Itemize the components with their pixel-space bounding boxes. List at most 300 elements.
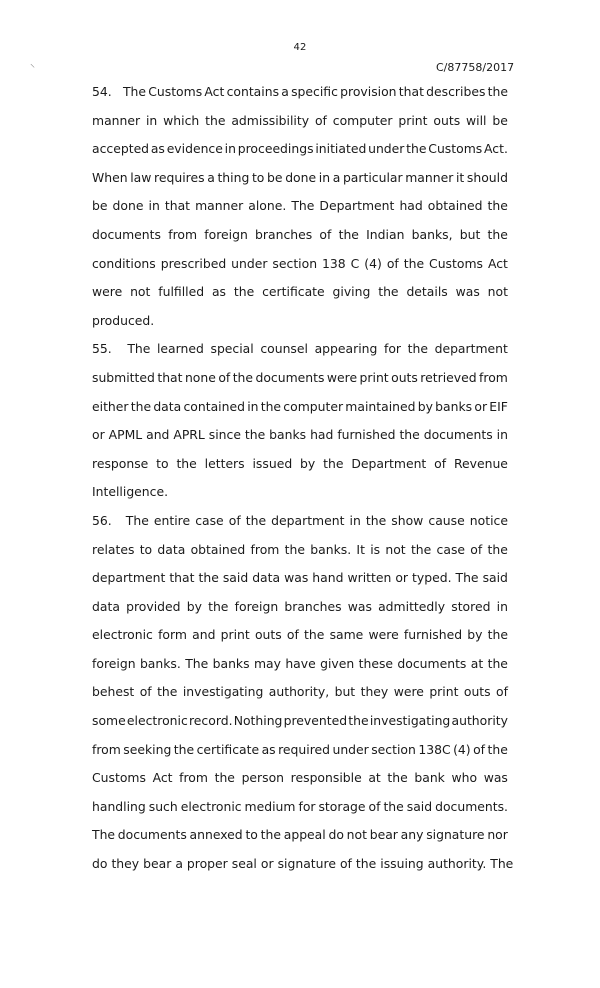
word: the [157, 684, 178, 700]
word: outs [433, 112, 461, 128]
word: of [139, 684, 152, 700]
word: from [179, 770, 208, 786]
word: Department [319, 198, 395, 214]
word: Department [351, 455, 427, 471]
word: documents [117, 827, 187, 843]
word: contained [183, 398, 245, 414]
word: data [157, 541, 186, 557]
word: but [459, 226, 481, 242]
word: will [466, 112, 487, 128]
word: admissibility [231, 112, 310, 128]
word: and [146, 427, 170, 443]
paragraph-55-line [92, 478, 508, 507]
word: some [92, 713, 126, 729]
word: the [176, 455, 197, 471]
word: since [208, 427, 241, 443]
paragraph-54-line [92, 278, 508, 307]
word: by [467, 627, 483, 643]
word: outs [391, 369, 418, 385]
paragraph-56-line [92, 707, 508, 736]
word: foreign [204, 226, 248, 242]
word: law [130, 169, 152, 185]
word: that [157, 369, 183, 385]
word: seal [231, 856, 257, 872]
word: is [370, 541, 381, 557]
word: electronic [126, 713, 188, 729]
word: under [231, 255, 268, 271]
word: certificate [262, 284, 325, 300]
word: they [360, 684, 389, 700]
word: banks. [310, 541, 352, 557]
paragraph-number: 56. [92, 512, 112, 528]
word: the [378, 284, 399, 300]
word: When [92, 169, 128, 185]
paragraph-54-line [92, 78, 508, 107]
word: were [393, 684, 424, 700]
word: Customs [92, 770, 146, 786]
word: the [244, 427, 266, 443]
word: print [429, 684, 459, 700]
word: counsel [260, 341, 308, 357]
word: of [434, 455, 447, 471]
word: nor [487, 827, 508, 843]
word: not [385, 541, 406, 557]
word: certificate [196, 741, 260, 757]
word: the [304, 627, 325, 643]
word: of [473, 741, 486, 757]
word: the [383, 798, 404, 814]
word: The [185, 655, 209, 671]
word: had [310, 427, 334, 443]
word: case [436, 541, 466, 557]
word: to [139, 541, 153, 557]
word: Act [487, 255, 508, 271]
word: not [487, 284, 508, 300]
word: a [281, 84, 289, 99]
word: relates [92, 541, 135, 557]
word: the [205, 112, 226, 128]
word: investigating [369, 713, 451, 729]
word: for [298, 798, 316, 814]
word: authority. [427, 856, 487, 872]
word: appeal [283, 827, 326, 843]
paragraph-56-line [92, 593, 508, 622]
word: provision [340, 84, 397, 99]
word: Intelligence. [92, 484, 169, 500]
word: in [224, 141, 236, 157]
word: submitted [92, 369, 155, 385]
word: a [175, 856, 183, 872]
document-body [92, 78, 514, 879]
word: banks. [139, 655, 181, 671]
word: the [407, 341, 428, 357]
word: Customs [428, 141, 483, 157]
paragraph-54-line [92, 164, 508, 193]
word: computer [283, 398, 344, 414]
word: the [198, 570, 219, 586]
word: branches [255, 226, 313, 242]
word: the [260, 827, 281, 843]
word: conditions [92, 255, 156, 271]
word: branches [284, 598, 342, 614]
word: in [318, 169, 331, 185]
word: from [479, 369, 508, 385]
word: annexed [189, 827, 243, 843]
word: furnished [337, 427, 396, 443]
word: in [145, 112, 158, 128]
word: the [245, 512, 267, 528]
paragraph-number: 54. [92, 84, 112, 99]
word: that [398, 84, 424, 99]
word: The [122, 84, 146, 99]
word: medium [244, 798, 296, 814]
word: of [218, 369, 231, 385]
word: accepted [92, 141, 150, 157]
word: alone. [248, 198, 287, 214]
word: the [487, 198, 508, 214]
word: storage [318, 798, 366, 814]
word: be [267, 169, 283, 185]
word: manner [92, 112, 141, 128]
word: (4) [453, 741, 471, 757]
word: prevented [283, 713, 348, 729]
word: The [127, 341, 151, 357]
word: the [173, 741, 195, 757]
word: section [371, 741, 416, 757]
word: manner [405, 169, 454, 185]
word: authority [451, 713, 508, 729]
word: It [356, 541, 365, 557]
word: these [358, 655, 394, 671]
paragraph-54-line [92, 250, 508, 279]
word: and [192, 627, 216, 643]
word: do [328, 827, 344, 843]
word: to [245, 827, 258, 843]
word: admittedly [378, 598, 446, 614]
word: print [398, 112, 428, 128]
word: either [92, 398, 129, 414]
word: maintained [345, 398, 416, 414]
word: 138 [322, 255, 346, 271]
word: had [399, 198, 423, 214]
word: the [487, 627, 508, 643]
word: or [260, 856, 274, 872]
word: were [92, 284, 123, 300]
word: thing [217, 169, 250, 185]
word: was [284, 570, 309, 586]
word: it [455, 169, 465, 185]
word: the [487, 541, 508, 557]
word: the [355, 856, 377, 872]
word: foreign [234, 598, 279, 614]
word: stored [451, 598, 491, 614]
paragraph-55-line [92, 393, 508, 422]
word: at [368, 770, 381, 786]
word: The [92, 827, 116, 843]
paragraph-54-line [92, 192, 508, 221]
word: computer [332, 112, 393, 128]
word: documents [397, 655, 467, 671]
paragraph-56-line [92, 536, 508, 565]
word: was [483, 770, 508, 786]
word: of [228, 512, 241, 528]
word: the [399, 427, 420, 443]
word: the [260, 398, 282, 414]
paragraph-54-line [92, 307, 508, 336]
word: under [368, 141, 405, 157]
word: banks [269, 427, 307, 443]
word: none [184, 369, 216, 385]
word: was [455, 284, 480, 300]
word: Act [152, 770, 173, 786]
word: bear [369, 827, 398, 843]
word: from [250, 541, 280, 557]
word: initiated [315, 141, 367, 157]
word: not [130, 284, 151, 300]
word: in [247, 398, 259, 414]
word: describes [426, 84, 486, 99]
word: section [272, 255, 318, 271]
word: in [496, 427, 508, 443]
word: of [386, 255, 399, 271]
word: done [285, 169, 317, 185]
word: at [470, 655, 484, 671]
word: for [383, 341, 402, 357]
word: handling [92, 798, 146, 814]
word: by [186, 598, 202, 614]
paragraph-56-line [92, 678, 508, 707]
word: from [168, 226, 198, 242]
word: of [314, 112, 327, 128]
word: or [474, 398, 488, 414]
word: print [359, 369, 389, 385]
word: form [158, 627, 187, 643]
word: to [251, 169, 265, 185]
word: learned [156, 341, 204, 357]
word: the [233, 284, 255, 300]
word: in [349, 512, 361, 528]
word: the [410, 541, 432, 557]
word: done [112, 198, 144, 214]
word: as [211, 284, 227, 300]
word: letters [204, 455, 245, 471]
word: typed. [412, 570, 452, 586]
word: authority, [268, 684, 330, 700]
word: issued [252, 455, 293, 471]
word: which [163, 112, 200, 128]
word: cause [428, 512, 465, 528]
word: requires [154, 169, 205, 185]
word: proper [186, 856, 228, 872]
word: documents [92, 226, 161, 242]
word: said [222, 570, 249, 586]
word: of [339, 856, 352, 872]
word: banks, [411, 226, 453, 242]
word: be [92, 198, 108, 214]
word: of [496, 684, 508, 700]
word: proceedings [237, 141, 314, 157]
word: the [487, 741, 508, 757]
paragraph-55-line [92, 421, 508, 450]
paragraph-56-line [92, 650, 508, 679]
word: Act. [484, 141, 508, 157]
word: or [395, 570, 409, 586]
word: a [332, 169, 341, 185]
word: were [326, 369, 358, 385]
word: The [291, 198, 315, 214]
word: the [365, 512, 387, 528]
word: the [487, 655, 508, 671]
word: behest [92, 684, 135, 700]
word: the [214, 770, 235, 786]
word: retrieved [420, 369, 477, 385]
word: the [487, 84, 508, 99]
word: who [451, 770, 478, 786]
paragraph-55-line [92, 335, 508, 364]
word: obtained [427, 198, 483, 214]
word: documents [423, 427, 493, 443]
word: manner [195, 198, 244, 214]
word: any [400, 827, 424, 843]
word: data [92, 598, 120, 614]
word: the [338, 226, 359, 242]
word: data [153, 398, 182, 414]
word: signature [277, 856, 336, 872]
word: entire [153, 512, 191, 528]
word: to [156, 455, 169, 471]
word: 138C [418, 741, 451, 757]
word: as [261, 741, 276, 757]
word: the [130, 398, 152, 414]
word: do [92, 856, 108, 872]
paragraph-56-line [92, 821, 508, 850]
word: fulfilled [158, 284, 205, 300]
word: the [403, 255, 425, 271]
word: the [487, 226, 508, 242]
word: said [482, 570, 508, 586]
word: of [470, 541, 483, 557]
word: the [208, 598, 229, 614]
word: required [278, 741, 331, 757]
word: given [320, 655, 355, 671]
paragraph-56-line [92, 793, 508, 822]
word: by [300, 455, 316, 471]
word: department [434, 341, 508, 357]
word: department [92, 570, 166, 586]
word: EIF [489, 398, 508, 414]
word: record. [188, 713, 233, 729]
word: APRL [173, 427, 205, 443]
word: should [466, 169, 508, 185]
word: data [252, 570, 281, 586]
word: case [195, 512, 224, 528]
word: have [285, 655, 316, 671]
word: furnished [403, 627, 463, 643]
word: Revenue [453, 455, 508, 471]
word: the [387, 770, 408, 786]
paragraph-54-line [92, 135, 508, 164]
word: response [92, 455, 149, 471]
word: details [406, 284, 448, 300]
paragraph-56-line [92, 564, 508, 593]
word: Act [204, 84, 225, 99]
word: in [496, 598, 508, 614]
paragraph-54-line [92, 107, 508, 136]
paragraph-56-line [92, 850, 514, 879]
paragraph-56-line [92, 736, 508, 765]
scan-artifact-mark: ⸌ [30, 63, 35, 74]
word: The [490, 856, 514, 872]
word: same [329, 627, 364, 643]
word: The [125, 512, 149, 528]
word: issuing [380, 856, 424, 872]
word: but [334, 684, 356, 700]
word: APML [108, 427, 143, 443]
paragraph-number: 55. [92, 341, 112, 357]
word: bank [414, 770, 445, 786]
word: produced. [92, 312, 155, 328]
word: were [368, 627, 399, 643]
word: appearing [314, 341, 378, 357]
word: the [323, 455, 344, 471]
word: may [253, 655, 281, 671]
word: evidence [166, 141, 223, 157]
word: of [319, 226, 332, 242]
word: under [332, 741, 369, 757]
word: signature [426, 827, 485, 843]
word: from [92, 741, 121, 757]
word: written [347, 570, 392, 586]
word: of [286, 627, 299, 643]
case-number: C/87758/2017 [436, 61, 515, 74]
word: bear [143, 856, 172, 872]
word: be [492, 112, 508, 128]
word: Customs [148, 84, 203, 99]
word: outs [463, 684, 491, 700]
word: responsible [290, 770, 362, 786]
word: special [210, 341, 254, 357]
word: not [346, 827, 367, 843]
word: obtained [190, 541, 246, 557]
word: the [232, 369, 254, 385]
word: as [150, 141, 165, 157]
word: banks [435, 398, 473, 414]
word: electronic [180, 798, 242, 814]
word: Indian [366, 226, 405, 242]
word: such [148, 798, 178, 814]
word: documents. [435, 798, 508, 814]
word: outs [254, 627, 282, 643]
word: that [164, 198, 191, 214]
word: show [391, 512, 424, 528]
word: specific [291, 84, 338, 99]
word: particular [342, 169, 403, 185]
word: the [348, 713, 369, 729]
word: contains [226, 84, 280, 99]
word: Nothing [233, 713, 283, 729]
word: electronic [92, 627, 153, 643]
word: (4) [364, 255, 382, 271]
word: prescribed [160, 255, 227, 271]
paragraph-56-line [92, 507, 508, 536]
paragraph-55-line [92, 450, 508, 479]
word: foreign [92, 655, 136, 671]
word: the [406, 141, 427, 157]
word: print [220, 627, 250, 643]
word: provided [126, 598, 181, 614]
word: in [148, 198, 160, 214]
word: C [350, 255, 360, 271]
